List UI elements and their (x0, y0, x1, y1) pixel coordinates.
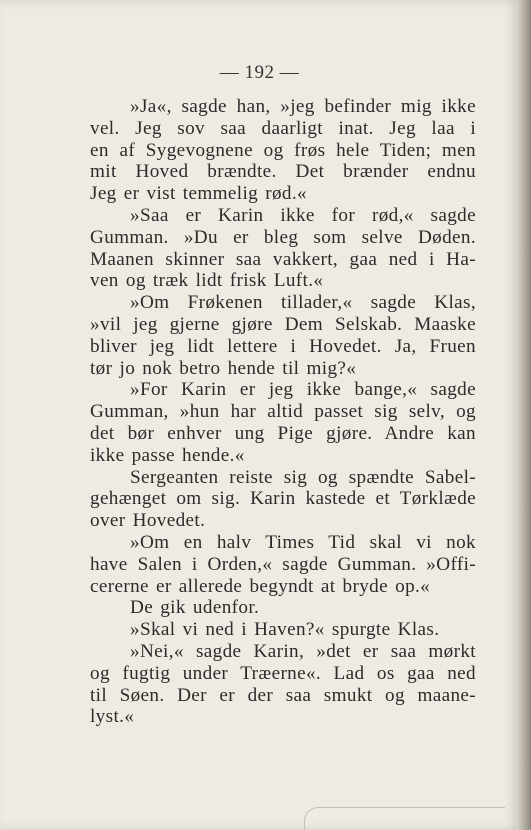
text-line: Gumman, »hun har altid passet sig selv, og (90, 401, 476, 423)
text-line: det bør enhver ung Pige gjøre. Andre kan (90, 422, 476, 444)
text-line: »Skal vi ned i Haven?« spurgte Klas. (130, 619, 440, 641)
text-line: ikke passe hende.« (90, 444, 245, 466)
text-line: cererne er allerede begyndt at bryde op.« (90, 575, 431, 597)
body-text (90, 96, 476, 728)
text-line: De gik udenfor. (130, 597, 260, 619)
text-line: ven og træk lidt frisk Luft.« (90, 270, 324, 292)
text-line: mit Hoved brændte. Det brænder endnu (90, 161, 476, 183)
text-line: vel. Jeg sov saa daarligt inat. Jeg laa i (90, 117, 476, 139)
text-line: »vil jeg gjerne gjøre Dem Selskab. Maaske (90, 313, 476, 335)
text-line: Maanen skinner saa vakkert, gaa ned i Ha- (90, 248, 476, 270)
text-line: »Om Frøkenen tillader,« sagde Klas, (130, 292, 476, 314)
page-number: — 192 — (219, 62, 300, 83)
text-line: »Saa er Karin ikke for rød,« sagde (130, 204, 476, 226)
text-line: bliver jeg lidt lettere i Hovedet. Ja, Fruen (90, 335, 476, 357)
text-line: Gumman. »Du er bleg som selve Døden. (90, 226, 476, 248)
page-edge (519, 0, 531, 830)
text-line: over Hovedet. (90, 510, 206, 532)
text-line: have Salen i Orden,« sagde Gumman. »Offi- (90, 553, 476, 575)
text-line: en af Sygevognene og frøs hele Tiden; men (90, 139, 476, 161)
page-corner (304, 807, 505, 830)
text-line: »Nei,« sagde Karin, »det er saa mørkt (130, 640, 476, 662)
text-line: til Søen. Der er der saa smukt og maane- (90, 684, 476, 706)
text-line: lyst.« (90, 706, 135, 728)
text-line: »Ja«, sagde han, »jeg befinder mig ikke (130, 96, 476, 117)
text-line: tør jo nok betro hende til mig?« (90, 357, 357, 379)
text-line: »Om en halv Times Tid skal vi nok (130, 531, 476, 553)
text-line: og fugtig under Træerne«. Lad os gaa ned (90, 662, 476, 684)
text-line: gehænget om sig. Karin kastede et Tørklæde (90, 488, 476, 510)
text-line: »For Karin er jeg ikke bange,« sagde (130, 379, 476, 401)
text-line: Sergeanten reiste sig og spændte Sabel- (130, 466, 476, 488)
text-line: Jeg er vist temmelig rød.« (90, 183, 307, 205)
